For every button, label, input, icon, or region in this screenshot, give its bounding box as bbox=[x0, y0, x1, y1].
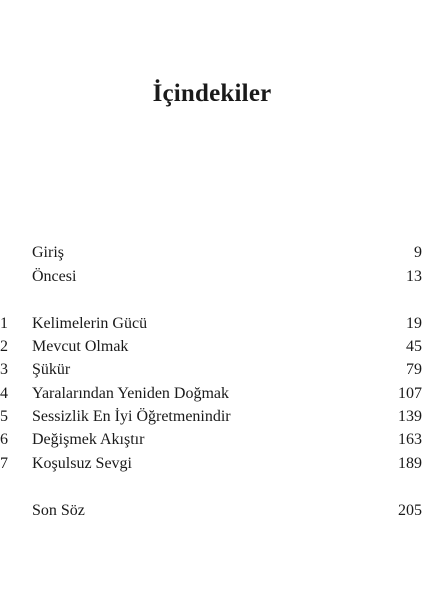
toc-entry-intro[interactable] bbox=[0, 242, 424, 264]
toc-entry-chapter-7[interactable] bbox=[0, 453, 424, 475]
toc-entry-chapter-5[interactable] bbox=[0, 406, 424, 428]
toc-entry-page: 139 bbox=[398, 408, 422, 425]
toc-entry-label: Değişmek Akıştır bbox=[32, 431, 145, 448]
toc-entry-label: Öncesi bbox=[32, 268, 77, 285]
toc-entry-label: Koşulsuz Sevgi bbox=[32, 455, 132, 472]
toc-entry-page: 9 bbox=[414, 244, 422, 261]
toc-entry-page: 13 bbox=[406, 268, 422, 285]
toc-entry-label: Son Söz bbox=[32, 502, 85, 519]
toc-entry-label: Yaralarından Yeniden Doğmak bbox=[32, 385, 230, 402]
toc-entry-page: 79 bbox=[406, 361, 422, 378]
toc-entry-chapter-3[interactable] bbox=[0, 359, 424, 381]
toc-chapter-number: 5 bbox=[0, 408, 8, 425]
toc-entry-page: 189 bbox=[398, 455, 422, 472]
toc-entry-before[interactable] bbox=[0, 266, 424, 288]
toc-entry-chapter-6[interactable] bbox=[0, 429, 424, 451]
toc-entry-page: 163 bbox=[398, 431, 422, 448]
page-title: İçindekiler bbox=[152, 80, 272, 107]
toc-entry-epilogue[interactable] bbox=[0, 500, 424, 522]
toc-entry-chapter-1[interactable] bbox=[0, 313, 424, 335]
toc-entry-label: Mevcut Olmak bbox=[32, 338, 129, 355]
toc-entry-page: 205 bbox=[398, 502, 422, 519]
toc-entry-label: Kelimelerin Gücü bbox=[32, 315, 148, 332]
toc-entry-page: 107 bbox=[398, 385, 422, 402]
toc-entry-page: 19 bbox=[406, 315, 422, 332]
toc-entry-label: Sessizlik En İyi Öğretmenindir bbox=[32, 408, 231, 425]
toc-entry-label: Şükür bbox=[32, 361, 71, 378]
toc-chapter-number: 6 bbox=[0, 431, 8, 448]
toc-chapter-number: 3 bbox=[0, 361, 8, 378]
toc-chapter-number: 1 bbox=[0, 315, 8, 332]
toc-entry-page: 45 bbox=[406, 338, 422, 355]
toc-chapter-number: 2 bbox=[0, 338, 8, 355]
toc-entry-chapter-2[interactable] bbox=[0, 336, 424, 358]
toc-chapter-number: 7 bbox=[0, 455, 8, 472]
toc-entry-chapter-4[interactable] bbox=[0, 383, 424, 405]
toc-chapter-number: 4 bbox=[0, 385, 8, 402]
toc-entry-label: Giriş bbox=[32, 244, 64, 261]
